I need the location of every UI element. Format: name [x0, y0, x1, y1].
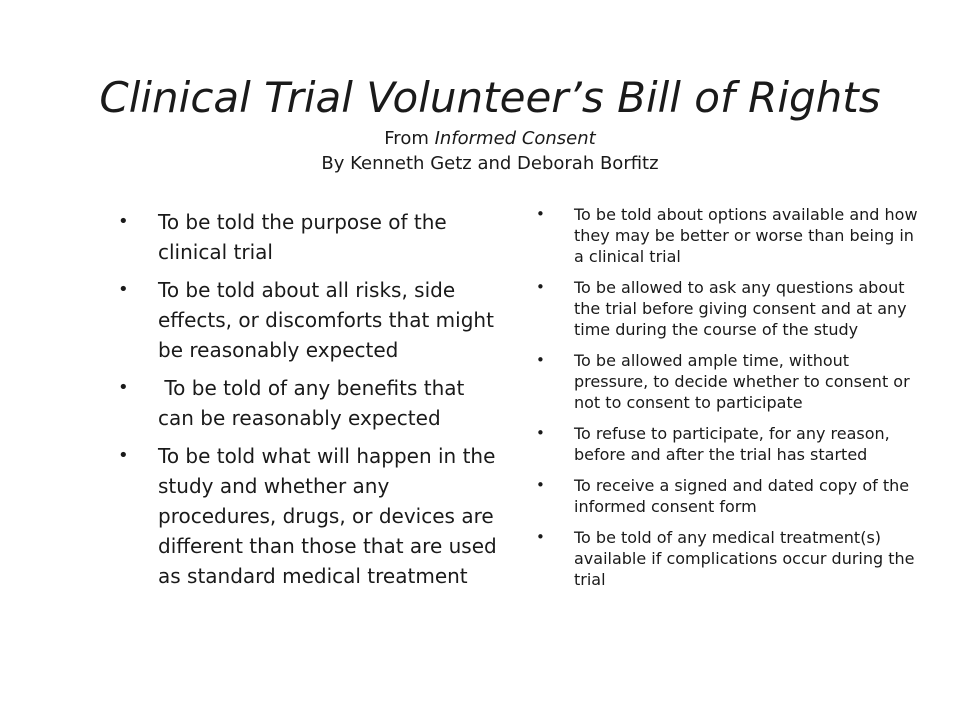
authors-line: By Kenneth Getz and Deborah Borfitz: [321, 153, 659, 174]
list-item: [536, 527, 926, 590]
list-item: [118, 373, 498, 433]
source-line: [60, 126, 920, 151]
title-block: [60, 70, 920, 176]
list-item-text: To receive a signed and dated copy of the informed consent form: [574, 476, 910, 516]
list-item: [536, 423, 926, 465]
list-item: [118, 275, 498, 365]
right-bullet-list: [536, 204, 926, 600]
bullet-icon: •: [536, 528, 545, 546]
list-item: [536, 350, 926, 413]
list-item-text: To be told of any medical treatment(s) available if complications occur during the trial: [574, 528, 915, 589]
list-item: [118, 207, 498, 267]
bullet-icon: •: [536, 476, 545, 494]
bullet-icon: •: [536, 278, 545, 296]
slide-title: Clinical Trial Volunteer’s Bill of Rights: [99, 73, 881, 122]
source-title: Informed Consent: [434, 128, 596, 149]
list-item-text: To refuse to participate, for any reason, before and after the trial has started: [574, 424, 890, 464]
bullet-icon: •: [536, 424, 545, 442]
list-item-text: To be told what will happen in the study and whether any procedures, drugs, or devices are different than those that are used as standard medical treatment: [158, 444, 497, 588]
bullet-icon: •: [536, 351, 545, 369]
list-item: [118, 441, 498, 591]
bullet-icon: •: [118, 445, 129, 466]
list-item-text: To be allowed to ask any questions about the trial before giving consent and at any time during the course of the study: [574, 278, 907, 339]
list-item: [536, 277, 926, 340]
list-item: [536, 475, 926, 517]
bullet-icon: •: [118, 377, 129, 398]
list-item-text: To be told the purpose of the clinical trial: [158, 210, 447, 264]
list-item-text: To be told about options available and how they may be better or worse than being in a clinical trial: [574, 205, 918, 266]
source-prefix: From: [384, 128, 435, 149]
list-item-text: To be told of any benefits that can be reasonably expected: [158, 376, 471, 430]
left-bullet-list: [118, 207, 498, 599]
bullet-icon: •: [118, 211, 129, 232]
list-item: [536, 204, 926, 267]
bullet-icon: •: [536, 205, 545, 223]
list-item-text: To be told about all risks, side effects, or discomforts that might be reasonably expected: [158, 278, 494, 362]
bullet-icon: •: [118, 279, 129, 300]
list-item-text: To be allowed ample time, without pressure, to decide whether to consent or not to consent to participate: [574, 351, 910, 412]
